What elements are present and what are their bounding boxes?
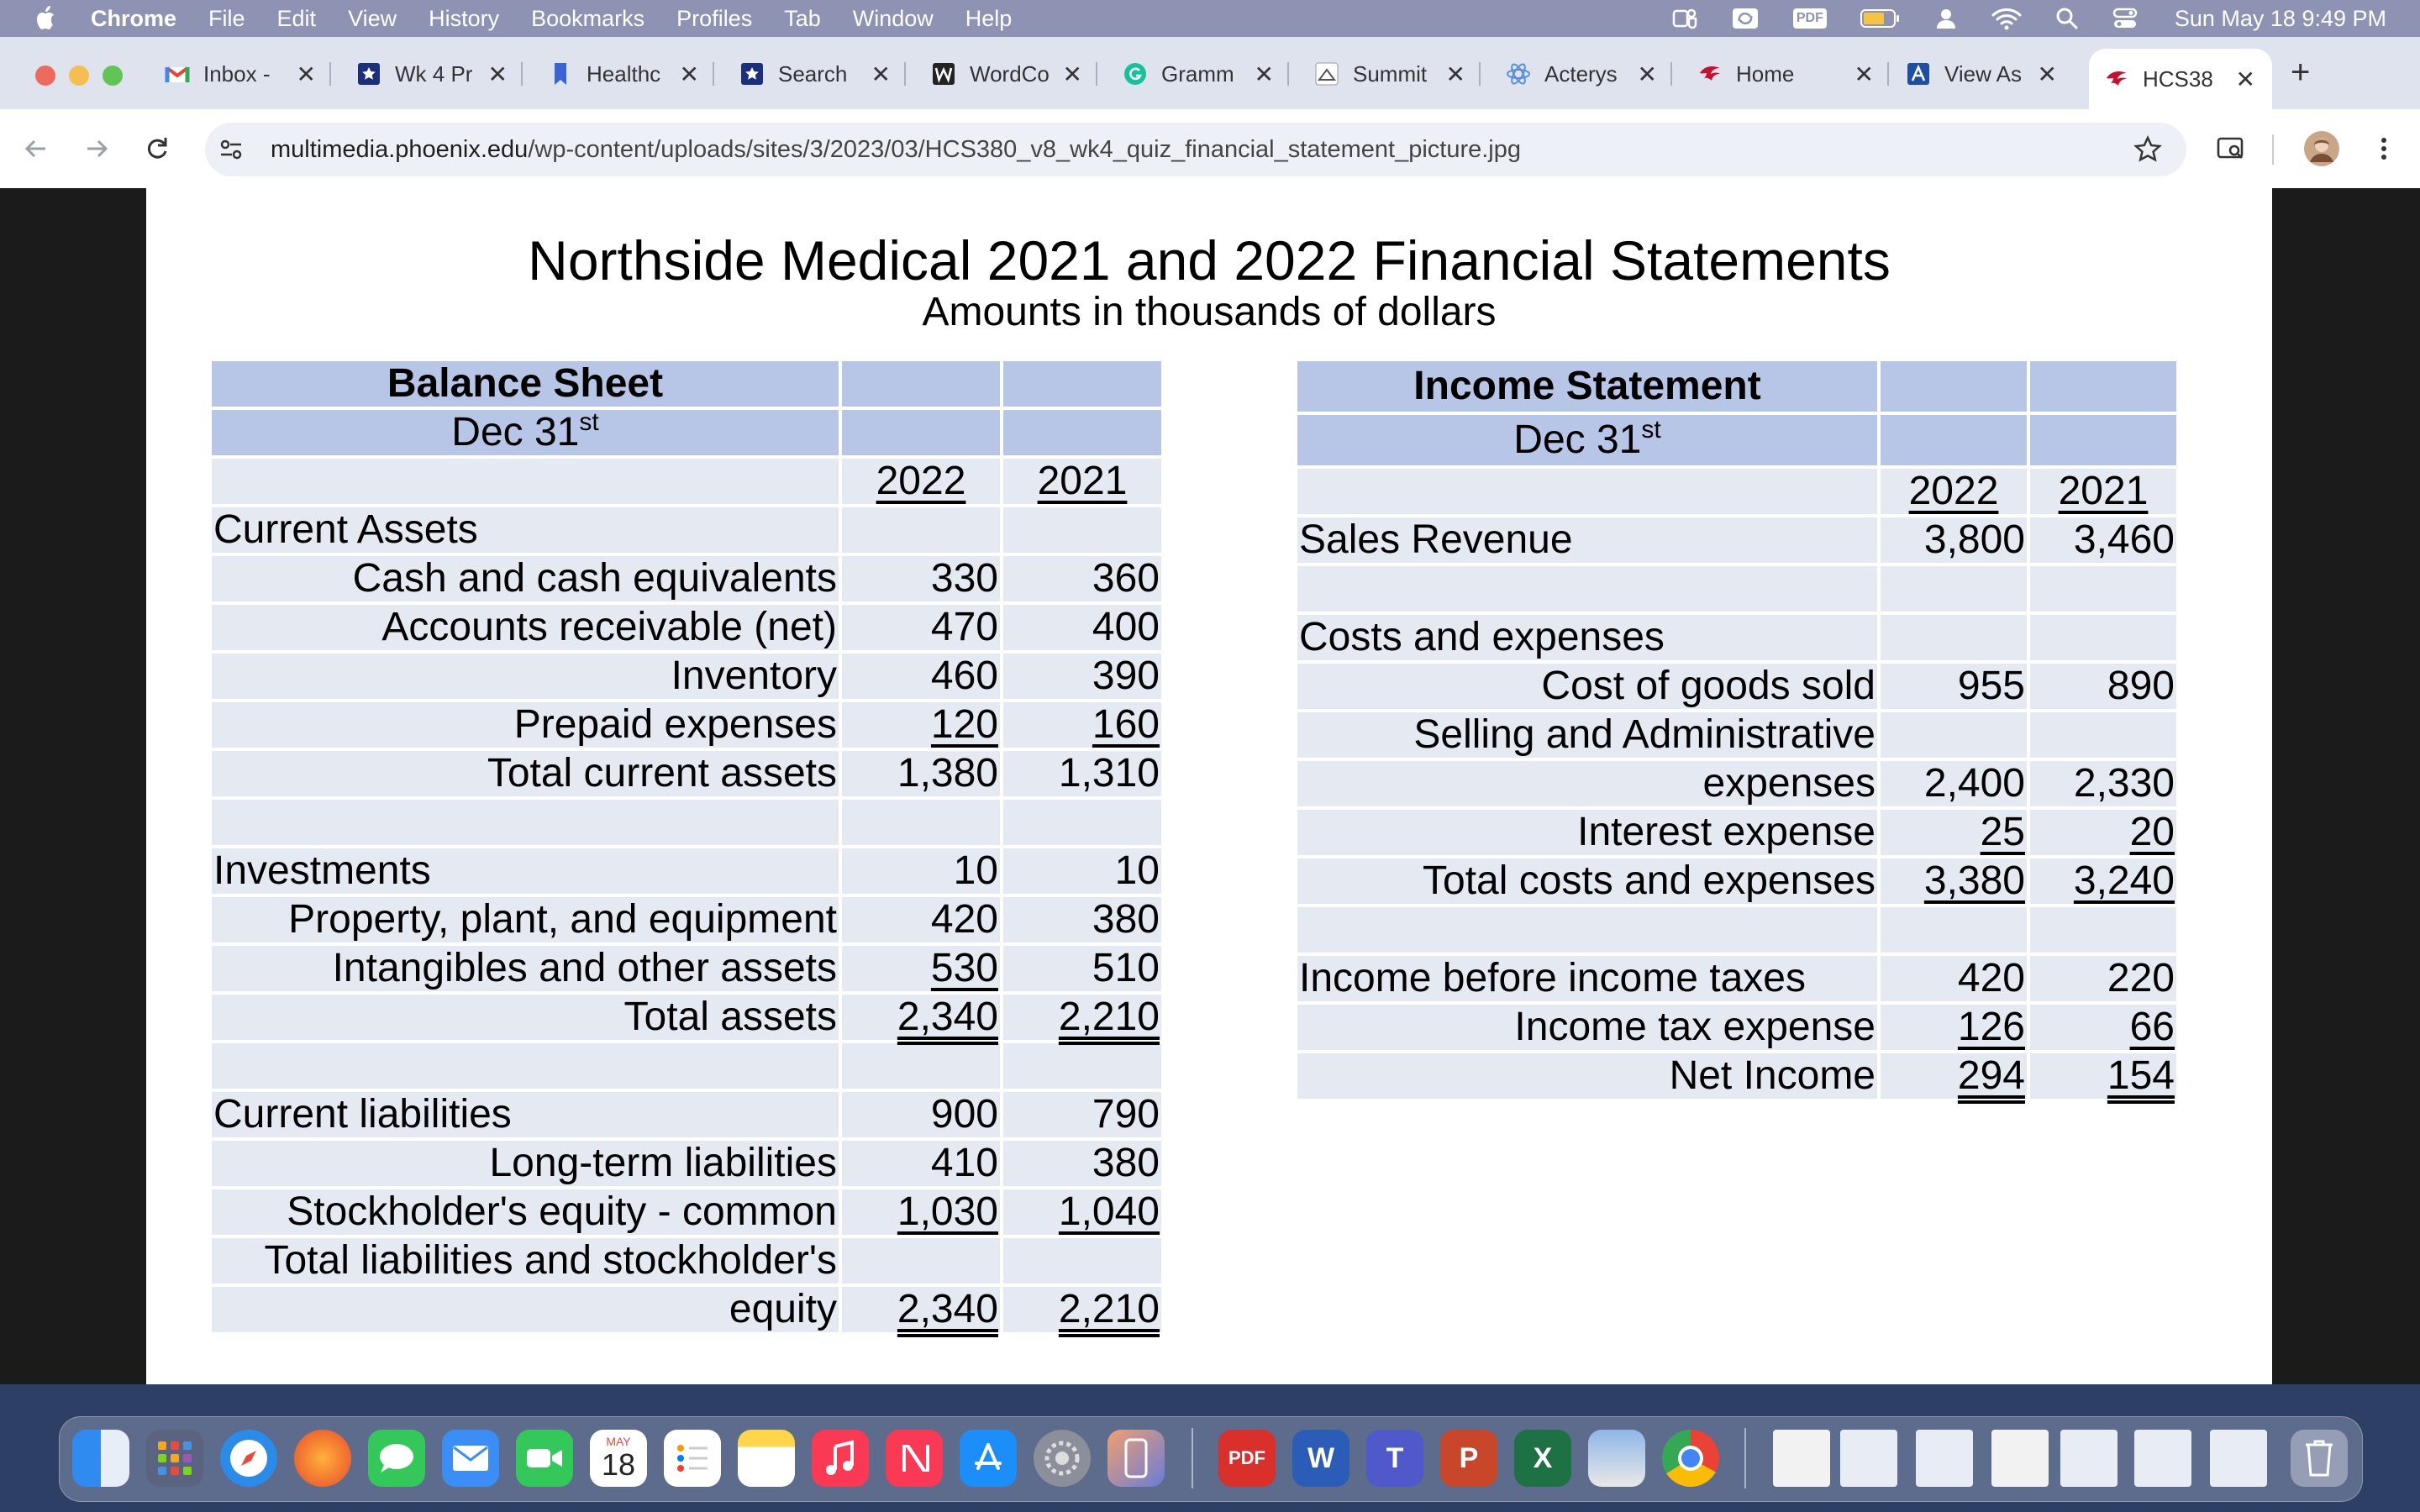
header-cell (842, 410, 1000, 455)
year-text: 2021 (1037, 459, 1128, 503)
tab-label: Wk 4 Pr (395, 60, 473, 87)
tab-separator (1887, 62, 1889, 86)
column-year-2022 (1881, 469, 2027, 514)
value-2022 (1881, 1053, 2027, 1099)
pdf-status-label: PDF (1793, 8, 1827, 29)
tab-label: Gramm (1161, 60, 1234, 87)
page-viewport (0, 188, 2420, 1384)
powerpoint-icon[interactable]: P (1440, 1430, 1497, 1487)
apple-menu-icon[interactable] (34, 4, 59, 33)
tab-separator (329, 62, 331, 86)
tab-close-icon[interactable]: ✕ (2037, 60, 2057, 87)
table-row (212, 1092, 1161, 1137)
row-label: Total liabilities and stockholder's (212, 1238, 839, 1284)
table-row (1297, 615, 2176, 660)
value-2021: 510 (1003, 946, 1161, 991)
table-row (212, 1141, 1161, 1186)
chrome-menu-button[interactable] (2365, 129, 2403, 168)
tab-close-icon[interactable]: ✕ (296, 60, 316, 87)
trash-icon[interactable] (2291, 1430, 2348, 1487)
url-host: multimedia.phoenix.edu (271, 135, 529, 163)
tab-strip (0, 37, 2420, 109)
tab-separator (904, 62, 906, 86)
value-text: 20 (2129, 810, 2175, 854)
value-2021: 790 (1003, 1092, 1161, 1137)
value-2021 (1003, 1287, 1161, 1332)
row-label: Long-term liabilities (212, 1141, 839, 1186)
safari-icon[interactable] (220, 1430, 277, 1487)
table-row (212, 654, 1161, 699)
menu-view[interactable]: View (348, 5, 397, 31)
row-label: Selling and Administrative (1297, 712, 1877, 758)
date-ordinal: st (1641, 416, 1661, 444)
recent-document-icon[interactable] (1916, 1430, 1973, 1487)
table-row (212, 1238, 1161, 1284)
dock-separator (1192, 1428, 1193, 1488)
tab-label: HCS38 (2143, 66, 2213, 92)
value-2022: 460 (842, 654, 1000, 699)
menu-tab[interactable]: Tab (784, 5, 821, 31)
menu-help[interactable]: Help (965, 5, 1013, 31)
dock-separator (1744, 1428, 1746, 1488)
tab-healthcare[interactable] (548, 52, 713, 96)
value-2022: 900 (842, 1092, 1000, 1137)
income-statement-heading: Income Statement (1297, 361, 1877, 412)
atom-icon (1506, 61, 1531, 87)
table-row (212, 1287, 1161, 1332)
value-2021: 400 (1003, 605, 1161, 650)
table-row (1297, 712, 2176, 758)
value-2021 (1003, 1189, 1161, 1235)
window-zoom-button[interactable] (103, 66, 123, 86)
tab-close-icon[interactable]: ✕ (1062, 60, 1082, 87)
tab-label: WordCo (970, 60, 1050, 87)
word-icon[interactable]: W (1292, 1430, 1349, 1487)
row-label: Property, plant, and equipment (212, 897, 839, 942)
year-text: 2021 (2058, 469, 2149, 513)
battery-icon[interactable] (1860, 8, 1901, 29)
document-subtitle: Amounts in thousands of dollars (922, 290, 1497, 334)
value-2022: 1,380 (842, 751, 1000, 796)
avatar-icon (2303, 130, 2340, 167)
value-2022 (1881, 858, 2027, 904)
value-text: 294 (1957, 1053, 2025, 1098)
tab-wordcounter[interactable] (931, 52, 1096, 96)
profile-avatar[interactable] (2302, 129, 2341, 168)
teams-icon[interactable]: T (1366, 1430, 1423, 1487)
table-row (212, 702, 1161, 748)
url-path: /wp-content/uploads/sites/3/2023/03/HCS380_v8_wk4_quiz_financial_statement_picture.jpg (528, 135, 1522, 163)
table-row (1297, 956, 2176, 1001)
tab-close-icon[interactable]: ✕ (1254, 60, 1274, 87)
tab-close-icon[interactable]: ✕ (487, 60, 508, 87)
user-icon[interactable] (1934, 7, 1958, 30)
phoenix-icon (1697, 61, 1723, 87)
value-text: 154 (2107, 1053, 2175, 1098)
header-cell (842, 361, 1000, 407)
tab-label: Healthc (587, 60, 661, 87)
row-label: Cost of goods sold (1297, 664, 1877, 709)
row-label: Cash and cash equivalents (212, 556, 839, 601)
balance-sheet-date (212, 410, 839, 455)
app-menu[interactable]: Chrome (91, 5, 177, 31)
date-ordinal: st (579, 408, 599, 436)
recent-document-icon[interactable] (1991, 1430, 2049, 1487)
recent-document-icon[interactable] (1840, 1430, 1897, 1487)
row-label: Income before income taxes (1297, 956, 1877, 1001)
lens-icon (2216, 134, 2246, 163)
value-2021: 220 (2030, 956, 2176, 1001)
table-row (212, 605, 1161, 650)
value-2022 (842, 946, 1000, 991)
tab-separator (713, 62, 714, 86)
calendar-day: 18 (601, 1447, 636, 1482)
tab-label: Home (1736, 60, 1795, 87)
value-2022: 420 (1881, 956, 2027, 1001)
year-header-row (212, 459, 1161, 504)
launchpad-icon[interactable] (146, 1430, 203, 1487)
tab-close-icon[interactable]: ✕ (679, 60, 699, 87)
value-2021: 1,310 (1003, 751, 1161, 796)
income-statement-table (1294, 358, 2180, 1102)
row-label: Intangibles and other assets (212, 946, 839, 991)
value-2021: 380 (1003, 897, 1161, 942)
table-row (1297, 858, 2176, 904)
value-text: 66 (2129, 1005, 2175, 1049)
value-text: 1,030 (897, 1189, 998, 1234)
row-label: equity (212, 1287, 839, 1332)
menu-edit[interactable]: Edit (276, 5, 317, 31)
reload-button[interactable] (138, 129, 176, 168)
tab-search[interactable] (739, 52, 904, 96)
menu-file[interactable]: File (208, 5, 245, 31)
year-header-row (1297, 469, 2176, 514)
window-close-button[interactable] (35, 66, 55, 86)
row-label: Prepaid expenses (212, 702, 839, 748)
column-year-2021 (1003, 459, 1161, 504)
firefox-icon[interactable] (294, 1430, 351, 1487)
reload-icon (143, 134, 171, 163)
control-center-icon[interactable] (2112, 7, 2138, 30)
spacer-row (1297, 566, 2176, 612)
value-text: 3,380 (1923, 858, 2025, 903)
year-text: 2022 (1908, 469, 1999, 513)
tab-summit[interactable] (1314, 52, 1479, 96)
blank-cell (2030, 712, 2176, 758)
value-2022: 420 (842, 897, 1000, 942)
row-label: Accounts receivable (net) (212, 605, 839, 650)
table-row (212, 946, 1161, 991)
income-statement-date (1297, 415, 1877, 465)
sync-status-icon[interactable] (1731, 6, 1760, 31)
more-vertical-icon (2380, 134, 2388, 163)
section-investments: Investments (212, 848, 839, 894)
menu-window[interactable]: Window (852, 5, 934, 31)
row-label: Total costs and expenses (1297, 858, 1877, 904)
music-icon[interactable] (812, 1430, 869, 1487)
value-2021 (2030, 1053, 2176, 1099)
blank-cell (842, 1238, 1000, 1284)
menu-bookmarks[interactable]: Bookmarks (531, 5, 645, 31)
tab-grammarly[interactable] (1123, 52, 1287, 96)
value-2022: 10 (842, 848, 1000, 894)
balance-sheet-heading-row (212, 361, 1161, 407)
bookmark-star-icon[interactable] (2133, 134, 2163, 169)
tab-separator (1479, 62, 1481, 86)
url-text[interactable] (271, 136, 1521, 164)
row-label: Interest expense (1297, 810, 1877, 855)
value-text: 160 (1092, 702, 1160, 747)
value-2021 (2030, 810, 2176, 855)
blank-cell (1881, 712, 2027, 758)
new-tab-button[interactable]: + (2291, 54, 2311, 91)
value-2022 (1881, 1005, 2027, 1050)
value-2021: 890 (2030, 664, 2176, 709)
value-2022: 470 (842, 605, 1000, 650)
header-cell (1003, 361, 1161, 407)
menu-bar (0, 0, 2420, 37)
toolbar-divider (2272, 134, 2274, 165)
value-2022 (842, 1287, 1000, 1332)
blank-cell (1881, 615, 2027, 660)
section-current-liabilities: Current liabilities (212, 1092, 839, 1137)
bookmark-icon (548, 61, 573, 87)
arrow-left-icon (22, 134, 50, 163)
row-label: Total assets (212, 995, 839, 1040)
lens-search-button[interactable] (2212, 129, 2250, 168)
value-text: 2,340 (897, 1287, 998, 1331)
gmail-icon (165, 61, 190, 87)
value-2022 (1881, 810, 2027, 855)
tab-close-icon[interactable]: ✕ (2235, 66, 2255, 92)
value-2021: 390 (1003, 654, 1161, 699)
pdf-expert-icon[interactable]: PDF (1218, 1430, 1276, 1487)
header-cell (2030, 415, 2176, 465)
balance-sheet-date-row (212, 410, 1161, 455)
recent-document-icon[interactable] (2134, 1430, 2191, 1487)
value-text: 530 (930, 946, 998, 990)
tab-wk4[interactable] (356, 52, 521, 96)
blank-cell (842, 507, 1000, 553)
value-2022: 955 (1881, 664, 2027, 709)
value-text: 2,210 (1058, 995, 1160, 1039)
income-statement-date-row (1297, 415, 2176, 465)
row-label: Net Income (1297, 1053, 1877, 1099)
shield-star-icon (356, 61, 381, 87)
table-row (1297, 1005, 2176, 1050)
value-text: 1,040 (1058, 1189, 1160, 1234)
tab-close-icon[interactable]: ✕ (1445, 60, 1465, 87)
value-text: 3,240 (2073, 858, 2175, 903)
table-row (1297, 664, 2176, 709)
system-settings-icon[interactable] (1034, 1430, 1091, 1487)
tab-separator (1287, 62, 1289, 86)
financial-statement-image (146, 188, 2272, 1384)
value-2021 (2030, 858, 2176, 904)
date-text: Dec 31 (451, 410, 580, 454)
value-2021: 3,460 (2030, 517, 2176, 563)
date-text: Dec 31 (1513, 417, 1642, 462)
value-2021 (2030, 1005, 2176, 1050)
row-label: Income tax expense (1297, 1005, 1877, 1050)
recent-document-icon[interactable] (1773, 1430, 1830, 1487)
spacer-row (212, 1043, 1161, 1089)
phoenix-icon (2104, 66, 2129, 92)
section-costs-and-expenses: Costs and expenses (1297, 615, 1877, 660)
row-label: Stockholder's equity - common (212, 1189, 839, 1235)
value-2022: 410 (842, 1141, 1000, 1186)
value-2022 (842, 995, 1000, 1040)
tab-inbox[interactable] (165, 52, 329, 96)
wifi-icon[interactable] (1991, 7, 2022, 30)
table-row (1297, 1053, 2176, 1099)
calendar-month: MAY (606, 1435, 631, 1448)
value-2021: 2,330 (2030, 761, 2176, 806)
arrow-right-icon (82, 134, 111, 163)
menu-profiles[interactable]: Profiles (676, 5, 753, 31)
value-text: 120 (930, 702, 998, 747)
news-icon[interactable] (886, 1430, 943, 1487)
header-cell (1003, 410, 1161, 455)
row-label: Total current assets (212, 751, 839, 796)
value-2022: 2,400 (1881, 761, 2027, 806)
blank-cell (2030, 615, 2176, 660)
tab-separator (1096, 62, 1097, 86)
table-row (212, 751, 1161, 796)
menu-history[interactable]: History (429, 5, 500, 31)
preview-icon[interactable] (1588, 1430, 1645, 1487)
reminders-icon[interactable] (664, 1430, 721, 1487)
value-2021: 380 (1003, 1141, 1161, 1186)
tab-separator (1670, 62, 1672, 86)
spacer-row (212, 800, 1161, 845)
recent-document-icon[interactable] (2210, 1430, 2267, 1487)
tab-close-icon[interactable]: ✕ (1637, 60, 1657, 87)
document-title: Northside Medical 2021 and 2022 Financial Statements (528, 229, 1891, 291)
value-2022: 3,800 (1881, 517, 2027, 563)
blank-cell (1297, 469, 1877, 514)
blank-cell (1003, 507, 1161, 553)
spotlight-search-icon[interactable] (2055, 7, 2079, 30)
chrome-icon[interactable] (1662, 1430, 1719, 1487)
table-row (1297, 810, 2176, 855)
value-2021 (1003, 995, 1161, 1040)
teams-status-icon[interactable] (1672, 6, 1697, 31)
shield-star-icon (739, 61, 765, 87)
blank-cell (212, 459, 839, 504)
value-text: 2,210 (1058, 1287, 1160, 1331)
downloads-stack-icon[interactable] (2060, 1430, 2118, 1487)
finder-icon[interactable] (72, 1430, 129, 1487)
mail-icon[interactable] (442, 1430, 499, 1487)
forward-button[interactable] (77, 129, 116, 168)
value-2022 (842, 1189, 1000, 1235)
value-2022: 330 (842, 556, 1000, 601)
section-current-assets: Current Assets (212, 507, 839, 553)
tab-label: Acterys (1544, 60, 1618, 87)
app-store-icon[interactable] (960, 1430, 1017, 1487)
income-statement-heading-row (1297, 361, 2176, 412)
window-minimize-button[interactable] (69, 66, 89, 86)
pdf-status-icon[interactable] (1793, 8, 1827, 29)
tab-label: Summit (1353, 60, 1428, 87)
column-year-2022 (842, 459, 1000, 504)
balance-sheet-table (208, 358, 1165, 1336)
table-row (212, 897, 1161, 942)
tab-label: View As (1944, 60, 2023, 87)
tab-label: Search (778, 60, 848, 87)
menu-clock[interactable]: Sun May 18 9:49 PM (2174, 5, 2386, 31)
tab-acterys[interactable] (1506, 52, 1670, 96)
tab-separator (521, 62, 523, 86)
tab-close-icon[interactable]: ✕ (1854, 60, 1874, 87)
column-year-2021 (2030, 469, 2176, 514)
view-as-icon (1906, 61, 1931, 87)
browser-toolbar (0, 109, 2420, 189)
table-row (212, 507, 1161, 553)
excel-icon[interactable]: X (1514, 1430, 1571, 1487)
value-text: 2,340 (897, 995, 998, 1039)
notes-icon[interactable] (738, 1430, 795, 1487)
blank-cell (1003, 1238, 1161, 1284)
facetime-icon[interactable] (516, 1430, 573, 1487)
table-row (1297, 761, 2176, 806)
year-text: 2022 (876, 459, 966, 503)
value-text: 126 (1957, 1005, 2025, 1049)
value-2021 (1003, 702, 1161, 748)
address-bar[interactable] (205, 123, 2186, 176)
header-cell (1881, 361, 2027, 412)
value-2022 (842, 702, 1000, 748)
table-row (212, 848, 1161, 894)
table-row (212, 995, 1161, 1040)
value-text: 25 (1980, 810, 2025, 854)
back-button[interactable] (17, 129, 55, 168)
table-row (1297, 517, 2176, 563)
value-2021: 10 (1003, 848, 1161, 894)
iphone-mirroring-icon[interactable] (1107, 1430, 1165, 1487)
spacer-row (1297, 907, 2176, 953)
row-label: Sales Revenue (1297, 517, 1877, 563)
grammarly-icon (1123, 61, 1148, 87)
messages-icon[interactable] (368, 1430, 425, 1487)
table-row (212, 556, 1161, 601)
site-info-icon[interactable] (218, 135, 247, 164)
header-cell (2030, 361, 2176, 412)
value-2021: 360 (1003, 556, 1161, 601)
tab-view-as[interactable] (1906, 52, 2070, 96)
tab-label: Inbox - (203, 60, 271, 87)
balance-sheet-heading: Balance Sheet (212, 361, 839, 407)
table-row (212, 1189, 1161, 1235)
tab-hcs380-active[interactable] (2089, 49, 2272, 109)
tab-home[interactable] (1697, 52, 1887, 96)
row-label: Inventory (212, 654, 839, 699)
wordcounter-icon (931, 61, 956, 87)
calendar-icon[interactable] (590, 1430, 647, 1487)
tab-close-icon[interactable]: ✕ (871, 60, 891, 87)
summit-icon (1314, 61, 1339, 87)
row-label: expenses (1297, 761, 1877, 806)
header-cell (1881, 415, 2027, 465)
